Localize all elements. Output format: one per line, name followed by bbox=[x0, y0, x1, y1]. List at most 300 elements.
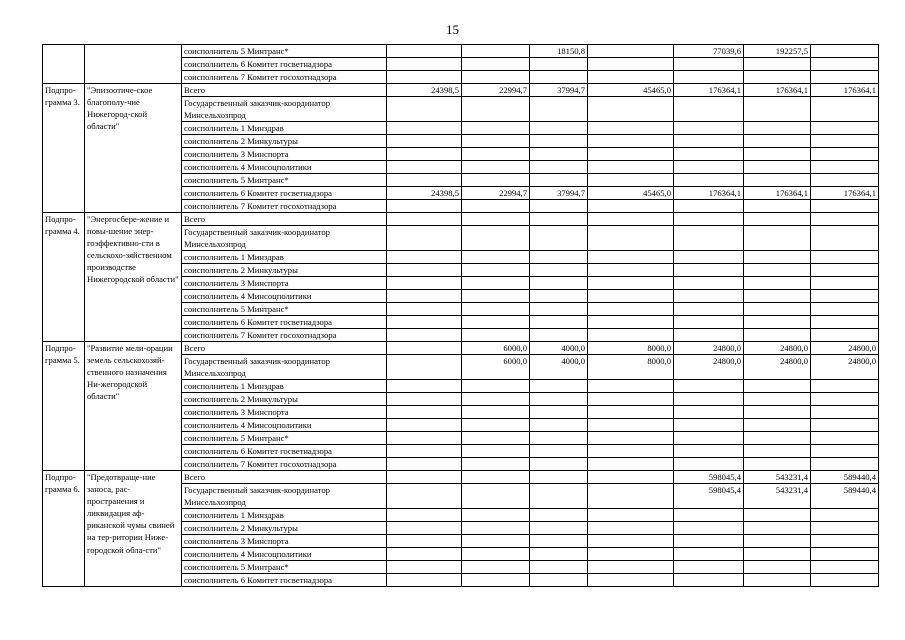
executor-cell: соисполнитель 6 Комитет госветнадзора bbox=[182, 187, 387, 200]
value-cell bbox=[462, 548, 530, 561]
value-cell bbox=[387, 264, 462, 277]
value-cell bbox=[462, 380, 530, 393]
value-cell bbox=[744, 303, 811, 316]
value-cell bbox=[811, 161, 879, 174]
value-cell bbox=[387, 548, 462, 561]
value-cell bbox=[744, 200, 811, 213]
value-cell bbox=[387, 277, 462, 290]
value-cell bbox=[462, 329, 530, 342]
value-cell bbox=[674, 316, 744, 329]
value-cell bbox=[588, 432, 674, 445]
table-row bbox=[43, 471, 879, 484]
value-cell bbox=[674, 200, 744, 213]
value-cell bbox=[674, 380, 744, 393]
value-cell: 24800,0 bbox=[811, 342, 879, 355]
value-cell bbox=[588, 71, 674, 84]
value-cell bbox=[387, 290, 462, 303]
value-cell bbox=[387, 471, 462, 484]
value-cell bbox=[588, 97, 674, 122]
table-row bbox=[43, 45, 879, 58]
value-cell bbox=[674, 522, 744, 535]
executor-cell: соисполнитель 3 Минспорта bbox=[182, 535, 387, 548]
value-cell bbox=[462, 484, 530, 509]
value-cell bbox=[811, 419, 879, 432]
value-cell bbox=[530, 548, 588, 561]
value-cell bbox=[387, 509, 462, 522]
value-cell bbox=[462, 161, 530, 174]
table-row bbox=[43, 84, 879, 97]
value-cell bbox=[530, 226, 588, 251]
value-cell bbox=[588, 303, 674, 316]
value-cell bbox=[462, 97, 530, 122]
value-cell bbox=[811, 200, 879, 213]
executor-cell: соисполнитель 3 Минспорта bbox=[182, 277, 387, 290]
value-cell bbox=[588, 264, 674, 277]
value-cell bbox=[744, 561, 811, 574]
value-cell bbox=[387, 97, 462, 122]
value-cell bbox=[744, 574, 811, 587]
value-cell bbox=[674, 226, 744, 251]
value-cell bbox=[744, 148, 811, 161]
value-cell bbox=[588, 316, 674, 329]
value-cell bbox=[674, 97, 744, 122]
value-cell bbox=[387, 174, 462, 187]
value-cell bbox=[588, 419, 674, 432]
value-cell bbox=[530, 535, 588, 548]
value-cell bbox=[387, 122, 462, 135]
value-cell: 77039,6 bbox=[674, 45, 744, 58]
value-cell bbox=[674, 329, 744, 342]
value-cell bbox=[674, 509, 744, 522]
value-cell bbox=[588, 458, 674, 471]
value-cell bbox=[744, 548, 811, 561]
value-cell bbox=[462, 71, 530, 84]
value-cell bbox=[462, 226, 530, 251]
program-number: Подпро-грамма 3. bbox=[43, 84, 85, 213]
value-cell bbox=[811, 97, 879, 122]
value-cell bbox=[462, 277, 530, 290]
executor-cell: соисполнитель 3 Минспорта bbox=[182, 148, 387, 161]
value-cell bbox=[387, 303, 462, 316]
executor-cell: соисполнитель 5 Минтранс* bbox=[182, 303, 387, 316]
value-cell bbox=[530, 97, 588, 122]
value-cell bbox=[462, 445, 530, 458]
value-cell bbox=[811, 277, 879, 290]
value-cell bbox=[588, 509, 674, 522]
value-cell bbox=[674, 303, 744, 316]
value-cell bbox=[530, 484, 588, 509]
value-cell bbox=[462, 122, 530, 135]
value-cell bbox=[588, 174, 674, 187]
value-cell bbox=[674, 561, 744, 574]
value-cell bbox=[462, 251, 530, 264]
value-cell: 589440,4 bbox=[811, 471, 879, 484]
value-cell bbox=[674, 393, 744, 406]
value-cell bbox=[530, 471, 588, 484]
value-cell bbox=[811, 135, 879, 148]
value-cell bbox=[387, 419, 462, 432]
value-cell bbox=[387, 380, 462, 393]
executor-cell: соисполнитель 7 Комитет госохотнадзора bbox=[182, 71, 387, 84]
executor-cell: Всего bbox=[182, 471, 387, 484]
value-cell bbox=[811, 316, 879, 329]
program-title: "Энергосбере-жение и повы-шение энер-гоэффективно-сти в сельскохо-зяйственном производстве Нижегородской области" bbox=[85, 213, 182, 342]
value-cell bbox=[674, 174, 744, 187]
value-cell bbox=[530, 458, 588, 471]
value-cell bbox=[462, 58, 530, 71]
value-cell bbox=[588, 406, 674, 419]
value-cell bbox=[462, 406, 530, 419]
executor-cell: соисполнитель 6 Комитет госветнадзора bbox=[182, 316, 387, 329]
value-cell bbox=[811, 148, 879, 161]
value-cell: 589440,4 bbox=[811, 484, 879, 509]
value-cell bbox=[462, 200, 530, 213]
executor-cell: соисполнитель 5 Минтранс* bbox=[182, 561, 387, 574]
value-cell bbox=[744, 419, 811, 432]
value-cell bbox=[530, 135, 588, 148]
value-cell bbox=[387, 226, 462, 251]
value-cell bbox=[387, 445, 462, 458]
value-cell bbox=[462, 303, 530, 316]
value-cell bbox=[462, 432, 530, 445]
value-cell bbox=[588, 122, 674, 135]
value-cell: 37994,7 bbox=[530, 187, 588, 200]
value-cell bbox=[674, 574, 744, 587]
value-cell bbox=[387, 316, 462, 329]
value-cell bbox=[387, 342, 462, 355]
value-cell bbox=[530, 522, 588, 535]
value-cell: 45465,0 bbox=[588, 84, 674, 97]
value-cell bbox=[588, 574, 674, 587]
value-cell bbox=[588, 393, 674, 406]
value-cell bbox=[387, 355, 462, 380]
value-cell bbox=[530, 251, 588, 264]
value-cell bbox=[811, 264, 879, 277]
value-cell bbox=[530, 148, 588, 161]
value-cell bbox=[387, 213, 462, 226]
value-cell bbox=[387, 71, 462, 84]
table-body bbox=[43, 45, 879, 587]
value-cell bbox=[387, 574, 462, 587]
executor-cell: соисполнитель 4 Минсоцполитики bbox=[182, 290, 387, 303]
value-cell bbox=[744, 213, 811, 226]
value-cell: 24800,0 bbox=[811, 355, 879, 380]
value-cell bbox=[387, 135, 462, 148]
executor-cell: Государственный заказчик-координатор Минсельхозпрод bbox=[182, 97, 387, 122]
value-cell bbox=[462, 458, 530, 471]
value-cell bbox=[387, 561, 462, 574]
executor-cell: соисполнитель 2 Минкультуры bbox=[182, 264, 387, 277]
value-cell bbox=[674, 251, 744, 264]
executor-cell: соисполнитель 7 Комитет госохотнадзора bbox=[182, 329, 387, 342]
value-cell: 4000,0 bbox=[530, 342, 588, 355]
value-cell bbox=[811, 251, 879, 264]
value-cell bbox=[674, 58, 744, 71]
value-cell bbox=[674, 122, 744, 135]
executor-cell: соисполнитель 5 Минтранс* bbox=[182, 174, 387, 187]
value-cell bbox=[530, 509, 588, 522]
value-cell bbox=[674, 458, 744, 471]
program-title: "Развитие мели-орации земель сельскохозяй-ственного назначения Ни-жегородской области" bbox=[85, 342, 182, 471]
value-cell bbox=[744, 509, 811, 522]
value-cell bbox=[811, 380, 879, 393]
value-cell bbox=[811, 509, 879, 522]
value-cell bbox=[811, 122, 879, 135]
value-cell bbox=[462, 393, 530, 406]
value-cell bbox=[387, 522, 462, 535]
value-cell bbox=[744, 226, 811, 251]
value-cell bbox=[588, 548, 674, 561]
value-cell bbox=[811, 290, 879, 303]
value-cell bbox=[674, 71, 744, 84]
value-cell bbox=[530, 380, 588, 393]
executor-cell: соисполнитель 4 Минсоцполитики bbox=[182, 161, 387, 174]
value-cell bbox=[744, 316, 811, 329]
value-cell bbox=[811, 329, 879, 342]
value-cell bbox=[588, 445, 674, 458]
value-cell bbox=[530, 574, 588, 587]
executor-cell: соисполнитель 6 Комитет госветнадзора bbox=[182, 58, 387, 71]
value-cell: 192257,5 bbox=[744, 45, 811, 58]
value-cell bbox=[811, 432, 879, 445]
value-cell bbox=[588, 329, 674, 342]
value-cell bbox=[387, 251, 462, 264]
value-cell bbox=[462, 535, 530, 548]
value-cell bbox=[588, 484, 674, 509]
executor-cell: соисполнитель 1 Минздрав bbox=[182, 251, 387, 264]
value-cell bbox=[811, 45, 879, 58]
value-cell: 598045,4 bbox=[674, 471, 744, 484]
executor-cell: соисполнитель 2 Минкультуры bbox=[182, 135, 387, 148]
value-cell bbox=[530, 71, 588, 84]
value-cell bbox=[588, 226, 674, 251]
value-cell bbox=[387, 484, 462, 509]
value-cell bbox=[530, 277, 588, 290]
value-cell: 24800,0 bbox=[674, 342, 744, 355]
value-cell bbox=[588, 290, 674, 303]
value-cell bbox=[811, 522, 879, 535]
value-cell bbox=[674, 264, 744, 277]
value-cell: 598045,4 bbox=[674, 484, 744, 509]
value-cell bbox=[462, 290, 530, 303]
value-cell bbox=[387, 58, 462, 71]
executor-cell: Государственный заказчик-координатор Минсельхозпрод bbox=[182, 226, 387, 251]
program-number bbox=[43, 45, 85, 84]
value-cell bbox=[744, 458, 811, 471]
value-cell bbox=[811, 561, 879, 574]
value-cell: 176364,1 bbox=[744, 84, 811, 97]
value-cell bbox=[387, 393, 462, 406]
value-cell bbox=[674, 535, 744, 548]
program-number: Подпро-грамма 5. bbox=[43, 342, 85, 471]
value-cell bbox=[744, 251, 811, 264]
value-cell bbox=[462, 148, 530, 161]
value-cell bbox=[530, 264, 588, 277]
executor-cell: соисполнитель 7 Комитет госохотнадзора bbox=[182, 458, 387, 471]
value-cell bbox=[811, 574, 879, 587]
value-cell: 18150,8 bbox=[530, 45, 588, 58]
value-cell bbox=[530, 290, 588, 303]
value-cell bbox=[387, 200, 462, 213]
value-cell: 24800,0 bbox=[744, 355, 811, 380]
value-cell bbox=[530, 561, 588, 574]
value-cell bbox=[674, 148, 744, 161]
executor-cell: соисполнитель 6 Комитет госветнадзора bbox=[182, 574, 387, 587]
value-cell: 6000,0 bbox=[462, 355, 530, 380]
value-cell bbox=[674, 419, 744, 432]
executor-cell: соисполнитель 5 Минтранс* bbox=[182, 432, 387, 445]
value-cell bbox=[811, 406, 879, 419]
value-cell: 176364,1 bbox=[811, 84, 879, 97]
value-cell bbox=[744, 432, 811, 445]
value-cell bbox=[462, 174, 530, 187]
value-cell: 24398,5 bbox=[387, 187, 462, 200]
value-cell bbox=[387, 458, 462, 471]
executor-cell: Всего bbox=[182, 342, 387, 355]
value-cell: 176364,1 bbox=[744, 187, 811, 200]
value-cell bbox=[744, 277, 811, 290]
value-cell bbox=[387, 432, 462, 445]
value-cell bbox=[811, 535, 879, 548]
value-cell bbox=[530, 316, 588, 329]
value-cell bbox=[811, 58, 879, 71]
executor-cell: Всего bbox=[182, 84, 387, 97]
value-cell bbox=[811, 226, 879, 251]
value-cell bbox=[588, 471, 674, 484]
value-cell: 4000,0 bbox=[530, 355, 588, 380]
program-number: Подпро-грамма 4. bbox=[43, 213, 85, 342]
value-cell bbox=[530, 419, 588, 432]
executor-cell: соисполнитель 2 Минкультуры bbox=[182, 522, 387, 535]
value-cell bbox=[588, 148, 674, 161]
value-cell bbox=[462, 561, 530, 574]
value-cell bbox=[588, 58, 674, 71]
value-cell bbox=[811, 458, 879, 471]
value-cell bbox=[744, 535, 811, 548]
executor-cell: соисполнитель 3 Минспорта bbox=[182, 406, 387, 419]
value-cell bbox=[811, 548, 879, 561]
value-cell bbox=[462, 522, 530, 535]
value-cell bbox=[744, 58, 811, 71]
value-cell: 176364,1 bbox=[674, 187, 744, 200]
value-cell bbox=[674, 135, 744, 148]
value-cell: 543231,4 bbox=[744, 484, 811, 509]
value-cell bbox=[744, 445, 811, 458]
executor-cell: соисполнитель 1 Минздрав bbox=[182, 122, 387, 135]
value-cell bbox=[530, 432, 588, 445]
value-cell bbox=[588, 561, 674, 574]
value-cell bbox=[462, 135, 530, 148]
value-cell bbox=[588, 213, 674, 226]
value-cell bbox=[674, 161, 744, 174]
value-cell bbox=[462, 419, 530, 432]
value-cell bbox=[387, 148, 462, 161]
value-cell bbox=[462, 45, 530, 58]
value-cell bbox=[744, 329, 811, 342]
executor-cell: Государственный заказчик-координатор Минсельхозпрод bbox=[182, 355, 387, 380]
value-cell bbox=[530, 58, 588, 71]
value-cell bbox=[674, 277, 744, 290]
program-title bbox=[85, 45, 182, 84]
executor-cell: соисполнитель 7 Комитет госохотнадзора bbox=[182, 200, 387, 213]
value-cell bbox=[530, 174, 588, 187]
value-cell: 37994,7 bbox=[530, 84, 588, 97]
value-cell: 8000,0 bbox=[588, 355, 674, 380]
executor-cell: соисполнитель 1 Минздрав bbox=[182, 509, 387, 522]
value-cell bbox=[744, 135, 811, 148]
value-cell bbox=[811, 213, 879, 226]
table-row bbox=[43, 213, 879, 226]
value-cell bbox=[530, 200, 588, 213]
value-cell bbox=[811, 174, 879, 187]
executor-cell: Государственный заказчик-координатор Минсельхозпрод bbox=[182, 484, 387, 509]
value-cell bbox=[744, 71, 811, 84]
value-cell: 6000,0 bbox=[462, 342, 530, 355]
value-cell bbox=[744, 380, 811, 393]
executor-cell: соисполнитель 4 Минсоцполитики bbox=[182, 419, 387, 432]
value-cell bbox=[530, 161, 588, 174]
executor-cell: соисполнитель 2 Минкультуры bbox=[182, 393, 387, 406]
value-cell bbox=[530, 329, 588, 342]
value-cell bbox=[744, 290, 811, 303]
value-cell bbox=[530, 303, 588, 316]
value-cell bbox=[744, 264, 811, 277]
value-cell bbox=[588, 277, 674, 290]
value-cell bbox=[674, 445, 744, 458]
value-cell bbox=[588, 535, 674, 548]
value-cell bbox=[387, 45, 462, 58]
value-cell bbox=[744, 406, 811, 419]
value-cell: 24398,5 bbox=[387, 84, 462, 97]
value-cell bbox=[588, 135, 674, 148]
value-cell bbox=[744, 522, 811, 535]
value-cell bbox=[588, 161, 674, 174]
value-cell: 8000,0 bbox=[588, 342, 674, 355]
value-cell bbox=[387, 535, 462, 548]
program-title: "Предотвраще-ние заноса, рас-пространения и ликвидация аф-риканской чумы свиней на тер-ритории Ниже-городской обла-сти" bbox=[85, 471, 182, 587]
value-cell bbox=[462, 574, 530, 587]
value-cell bbox=[462, 316, 530, 329]
value-cell bbox=[530, 213, 588, 226]
executor-cell: соисполнитель 6 Комитет госветнадзора bbox=[182, 445, 387, 458]
value-cell bbox=[811, 71, 879, 84]
page-number: 15 bbox=[446, 22, 459, 37]
value-cell bbox=[588, 200, 674, 213]
value-cell: 22994,7 bbox=[462, 187, 530, 200]
value-cell bbox=[462, 509, 530, 522]
executor-cell: соисполнитель 5 Минтранс* bbox=[182, 45, 387, 58]
value-cell bbox=[530, 445, 588, 458]
value-cell bbox=[811, 303, 879, 316]
value-cell: 176364,1 bbox=[674, 84, 744, 97]
value-cell: 176364,1 bbox=[811, 187, 879, 200]
budget-table bbox=[42, 44, 879, 587]
value-cell bbox=[588, 45, 674, 58]
value-cell bbox=[462, 213, 530, 226]
value-cell bbox=[387, 329, 462, 342]
value-cell bbox=[530, 393, 588, 406]
executor-cell: соисполнитель 4 Минсоцполитики bbox=[182, 548, 387, 561]
program-number: Подпро-грамма 6. bbox=[43, 471, 85, 587]
value-cell bbox=[811, 445, 879, 458]
value-cell: 543231,4 bbox=[744, 471, 811, 484]
value-cell bbox=[588, 251, 674, 264]
value-cell bbox=[530, 122, 588, 135]
value-cell bbox=[744, 122, 811, 135]
value-cell bbox=[674, 406, 744, 419]
value-cell bbox=[588, 380, 674, 393]
value-cell bbox=[674, 290, 744, 303]
